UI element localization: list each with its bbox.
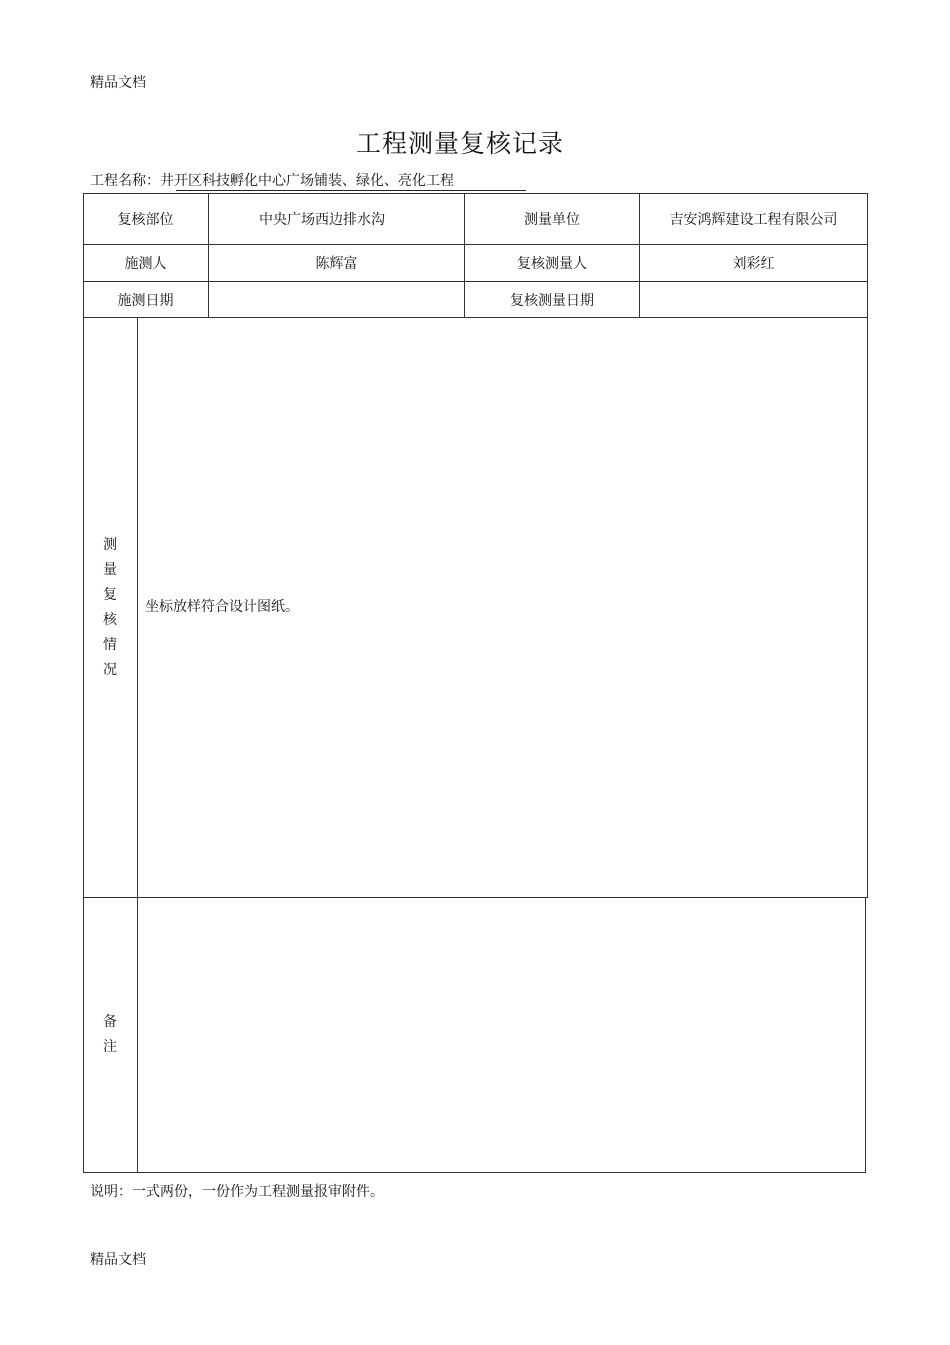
review-date-label: 复核测量日期 <box>510 292 594 309</box>
remarks-label <box>83 898 137 1172</box>
table-border-right-lower <box>865 897 866 1173</box>
footer-watermark: 精品文档 <box>90 1252 146 1268</box>
label-column-divider <box>137 317 138 1173</box>
label-char: 况 <box>103 661 117 678</box>
survey-date-label: 施测日期 <box>117 292 174 309</box>
label-char: 注 <box>103 1039 117 1055</box>
review-status-label <box>83 318 137 897</box>
table-border-bottom <box>83 1172 866 1173</box>
label-char: 核 <box>103 611 117 628</box>
label-char: 情 <box>103 636 117 653</box>
surveyor-label: 施测人 <box>124 256 167 272</box>
record-table <box>83 193 868 1174</box>
survey-unit-value: 吉安鸿辉建设工程有限公司 <box>669 211 838 228</box>
reviewer-value: 刘彩红 <box>732 256 775 272</box>
footnote: 说明：一式两份，一份作为工程测量报审附件。 <box>90 1184 384 1200</box>
label-char: 备 <box>103 1014 117 1030</box>
row-divider <box>83 317 868 318</box>
reviewer-label: 复核测量人 <box>517 256 587 272</box>
table-border-right <box>867 193 868 898</box>
project-name-line <box>90 170 454 190</box>
header-watermark: 精品文档 <box>90 75 146 91</box>
label-char: 复 <box>103 586 117 603</box>
project-name-value: 井开区科技孵化中心广场铺装、绿化、亮化工程 <box>160 173 454 189</box>
survey-unit-label: 测量单位 <box>524 211 580 228</box>
inspection-location-value: 中央广场西边排水沟 <box>259 211 385 228</box>
row-divider <box>83 897 868 898</box>
surveyor-value: 陈辉富 <box>315 256 358 272</box>
survey-date-value <box>209 282 464 317</box>
inspection-location-label: 复核部位 <box>117 211 174 228</box>
document-title: 工程测量复核记录 <box>355 129 564 158</box>
label-char: 量 <box>103 561 117 578</box>
review-date-value <box>640 282 867 317</box>
project-name-underline <box>176 190 526 191</box>
review-status-content: 坐标放样符合设计图纸。 <box>145 599 299 615</box>
label-char: 测 <box>103 536 117 553</box>
project-name-label: 工程名称： <box>90 173 160 189</box>
